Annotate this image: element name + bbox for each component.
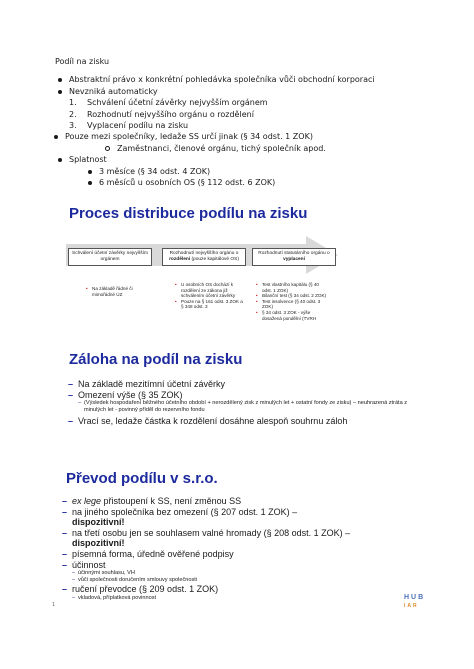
numbered-text: Vyplacení podílu na zisku <box>87 121 189 131</box>
notes-heading: Podíl na zisku <box>55 57 110 66</box>
slide-sub-item: – vkladová, příplatková povinnost <box>72 594 157 601</box>
slide-title: Převod podílu v s.r.o. <box>66 470 218 487</box>
bullet-text: Nevzniká automaticky <box>69 86 158 96</box>
process-column <box>86 286 146 297</box>
bullet-icon <box>88 170 92 174</box>
slide-body <box>68 379 408 427</box>
slide-item: – účinnost <box>62 559 106 570</box>
slide-item: – ručení převodce (§ 209 odst. 1 ZOK) <box>62 584 219 595</box>
numbered-item <box>55 120 455 131</box>
circle-bullet-icon <box>105 146 110 151</box>
slide-item: – Vrací se, ledaže částka k rozdělení dosáhne alespoň souhrnu záloh <box>68 416 348 427</box>
numbered-text: Rozhodnutí nejvyššího orgánu o rozdělení <box>87 109 254 119</box>
slide-title: Záloha na podíl na zisku <box>69 351 243 368</box>
slide-title: Proces distribuce podílu na zisku <box>69 205 308 222</box>
bullet-text: Abstraktní právo x konkrétní pohledávka společníka vůči obchodní korporaci <box>69 75 375 85</box>
slide-item-text: Na základě mezitímní účetní závěrky <box>78 379 226 389</box>
process-step-keyword: rozdělení <box>169 256 191 262</box>
slide-item: – písemná forma, úředně ověřené podpisy <box>62 548 234 559</box>
slide-item-text: na jiného společníka bez omezení (§ 207 odst. 1 ZOK) – <box>72 506 298 517</box>
column-item: • Test insolvence (§ 40 odst. 3 ZOK) <box>256 299 330 310</box>
slide-sub-item-text: (Výsledek hospodaření běžného účetního období + nerozdělený zisk z minulých let + ostatní fondy ze zisku) – neuhrazená ztráta z minulých let - povinný příděl do rezervního fondu <box>84 400 408 414</box>
process-step-label: Rozhodnutí statutárního orgánu o <box>258 251 330 256</box>
bullet-text: Pouze mezi společníky, ledaže SS určí jinak (§ 34 odst. 1 ZOK) <box>65 132 313 142</box>
bullet-icon <box>58 158 62 162</box>
slide-item-text: na třetí osobu jen se souhlasem valné hromady (§ 208 odst. 1 ZOK) – <box>72 527 351 538</box>
sub-item-text: 3 měsíce (§ 34 odst. 4 ZOK) <box>99 166 211 176</box>
slide-item: – na třetí osobu jen se souhlasem valné hromady (§ 208 odst. 1 ZOK) – dispozitivní! <box>62 527 351 549</box>
sub-item <box>55 166 455 177</box>
item-number: 1. <box>69 98 77 108</box>
page-number: 1 <box>52 602 56 608</box>
numbered-text: Schválení účetní závěrky nejvyšším orgánem <box>87 98 268 108</box>
slide-sub-item: – vůči společnosti doručením smlouvy společnosti <box>72 577 198 584</box>
sub-item <box>55 143 455 154</box>
logo-text-bottom: IAR <box>404 603 419 609</box>
slide-sub-item-text: vkladová, příplatková povinnost <box>78 594 157 601</box>
slide-item-text: účinnost <box>72 559 106 570</box>
slide-item-text: přistoupení k SS, není změnou SS <box>101 496 242 506</box>
numbered-item <box>55 109 455 120</box>
bullet-item <box>55 74 455 85</box>
bullet-item <box>55 154 455 165</box>
slide-item: – Na základě mezitímní účetní závěrky <box>68 379 226 389</box>
column-item: • § 34 odst. 3 ZOK - výše dosažená pondělní (TVRH <box>256 310 330 321</box>
item-number: 3. <box>69 121 77 131</box>
process-step-label: Schválení účetní závěrky nejvyšším orgánem <box>72 251 148 262</box>
column-item: • Pouze na § 161 odst. 3 ZOK a § 348 odst. 3 <box>175 299 243 310</box>
sub-item-text: Zaměstnanci, členové orgánu, tichý společník apod. <box>117 143 326 153</box>
process-step-label: (pouze kapitálové OS) <box>190 256 239 262</box>
process-step-box <box>162 248 246 266</box>
process-step-keyword: vyplacení <box>283 256 305 262</box>
bullet-icon <box>58 78 62 82</box>
bullet-item <box>55 131 455 142</box>
bullet-text: Splatnost <box>69 155 107 165</box>
process-diagram <box>66 236 338 274</box>
notes-section <box>55 56 455 188</box>
bullet-icon <box>54 135 58 139</box>
slide-item-text: ručení převodce (§ 209 odst. 1 ZOK) <box>72 584 219 595</box>
slide-item-text: Vrací se, ledaže částka k rozdělení dosáhne alespoň souhrnu záloh <box>78 416 348 427</box>
column-item: • Na základě řádné či mimořádné ÚZ <box>86 286 146 297</box>
process-step-label: Rozhodnutí nejvyššího orgánu o <box>169 251 239 256</box>
sub-item-text: 6 měsíců u osobních OS (§ 112 odst. 6 ZOK) <box>99 178 276 188</box>
bullet-icon <box>58 90 62 94</box>
slide-item-text: písemná forma, úředně ověřené podpisy <box>72 548 234 559</box>
slide-item-text: Omezení výše (§ 35 ZOK) <box>78 389 183 400</box>
slide-body <box>62 496 402 602</box>
university-logo <box>404 594 428 614</box>
bullet-item <box>55 86 455 97</box>
column-item: • Test vlastního kapitálu (§ 40 odst. 1 ZOK) <box>256 282 330 293</box>
column-item: • Bilanční test (§ 34 odst. 2 ZOK) <box>256 293 330 299</box>
slide-item-emphasis: dispozitivní! <box>72 517 125 528</box>
slide-item: – Omezení výše (§ 35 ZOK) <box>68 389 183 400</box>
process-column <box>175 282 243 310</box>
column-item: • U osobních OS dochází k rozdělení ze zákona již schválením účetní závěrky <box>175 282 243 299</box>
process-column <box>256 282 330 321</box>
slide-item: – na jiného společníka bez omezení (§ 207 odst. 1 ZOK) – dispozitivní! <box>62 506 298 528</box>
item-number: 2. <box>69 109 77 119</box>
slide-item-emphasis: dispozitivní! <box>72 538 125 549</box>
process-step-box <box>252 248 336 266</box>
process-step-box <box>68 248 152 266</box>
logo-text-top: HUB <box>404 594 426 601</box>
slide-sub-item-text: účinnými souhlasu, VH <box>78 570 135 577</box>
slide-sub-item-text: vůči společnosti doručením smlouvy společnosti <box>78 577 198 584</box>
slide-sub-item: – (Výsledek hospodaření běžného účetního období + nerozdělený zisk z minulých let + ostatní fondy ze zisku) – neuhrazená ztráta z minulých let - povinný příděl do rezervního fondu <box>78 400 408 414</box>
numbered-item <box>55 97 455 108</box>
sub-item <box>55 177 455 188</box>
slide-sub-item: – účinnými souhlasu, VH <box>72 570 135 577</box>
bullet-icon <box>88 181 92 185</box>
slide-item: – ex lege přistoupení k SS, není změnou SS <box>62 496 242 506</box>
slide-item-emphasis: ex lege <box>72 496 102 506</box>
